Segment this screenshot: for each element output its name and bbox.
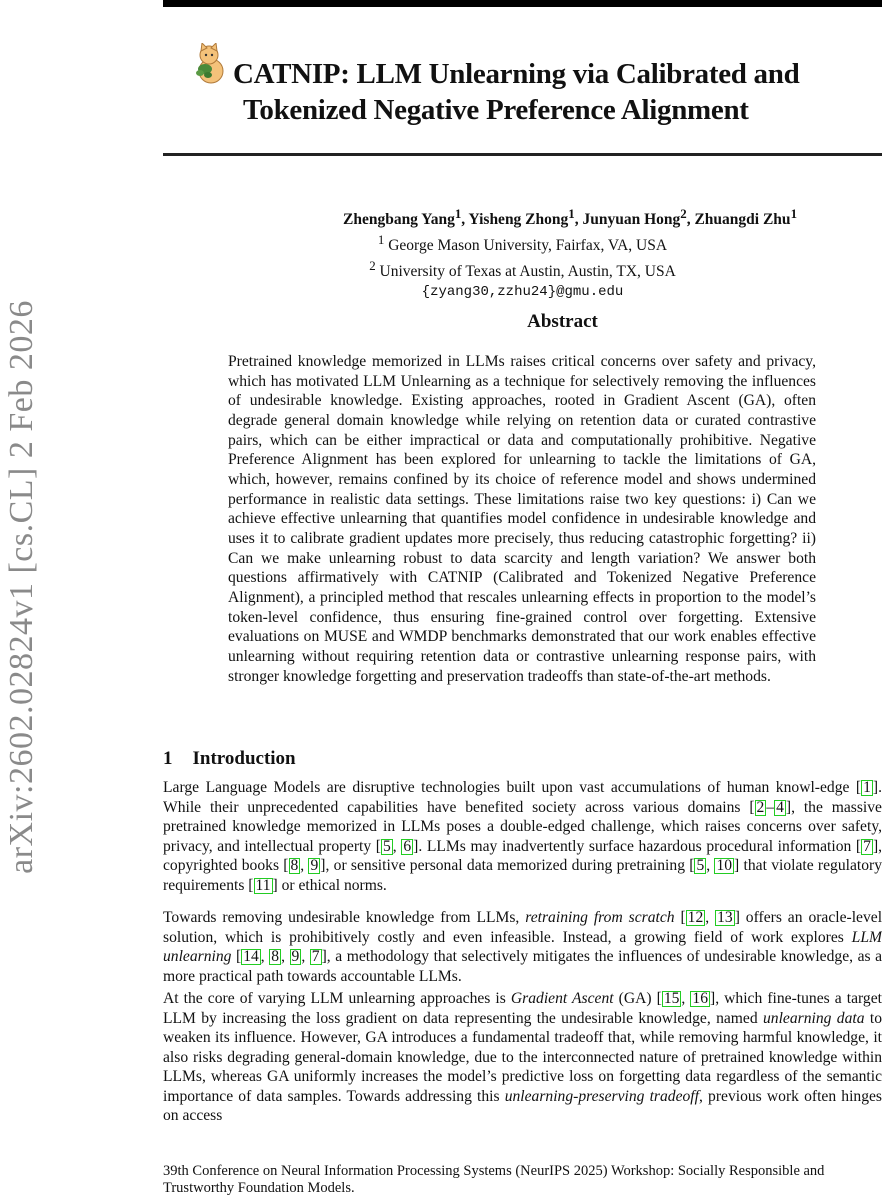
text: ]. LLMs may inadvertently surface hazardous procedural information [ <box>413 837 862 855</box>
text: ], the massive pretrained knowledge memorized in LLMs poses a double-edged challenge, which raises concerns over safety, privacy, and intellectual property [ <box>163 798 882 855</box>
title-line-2: Tokenized Negative Preference Alignment <box>243 94 749 126</box>
citation-link[interactable]: 4 <box>776 798 784 816</box>
text: ], or sensitive personal data memorized during pretraining [ <box>320 857 695 874</box>
affiliation-text: University of Texas at Austin, Austin, TX, USA <box>379 263 676 281</box>
section-heading-introduction <box>163 748 296 770</box>
author: Junyuan Hong <box>582 211 681 229</box>
text: [ <box>231 948 242 965</box>
affil-mark: 1 <box>568 206 575 221</box>
text: ], a methodology that selectively mitigates the influences of undesirable knowledge, as a more practical path towards accountable LLMs. <box>163 948 882 985</box>
author: Yisheng Zhong <box>468 211 569 229</box>
title-line-1-text: : LLM Unlearning via Calibrated and <box>340 58 800 90</box>
affil-mark: 1 <box>454 206 462 221</box>
affil-mark: 1 <box>377 232 385 248</box>
citation-link[interactable]: 8 <box>290 857 299 874</box>
title-line-1 <box>193 56 799 92</box>
text: ], copyrighted books [ <box>163 837 882 874</box>
author-names: Zhengbang Yang$^1$, Yisheng Zhong$^1$, Junyuan Hong$^2$, Zhuangdi Zhu$^1$ <box>342 206 798 229</box>
citation-link[interactable]: 5 <box>383 837 391 855</box>
emphasis: retraining from scratch <box>525 909 675 926</box>
arxiv-side-stamp <box>2 262 42 912</box>
text: ] that violate regulatory requirements [ <box>163 857 882 894</box>
abstract-text-part: (Calibrated and Tokenized Negative Preference Alignment), a principled method that rescales unlearning effects in proportion to the model’s token-level confidence, thus ensuring fine-grained control over forgetting. Extensive evaluations on MUSE and WMDP benchmarks demonstrated that our work enables effective unlearning without requiring retention data or contrastive unlearning response pairs, with stronger knowledge forgetting and preservation tradeoffs than state-of-the-art methods. <box>228 569 816 685</box>
citation-link[interactable]: 16 <box>692 990 708 1007</box>
intro-paragraph-3: At the core of varying LLM unlearning approaches is Gradient Ascent (GA) [ 15 , 16 ], which fine-tunes a target LLM by increasing the loss gradient on data representing the undesirable knowledge, named unlearning data to weaken its influence. However, GA introduces a fundamental tradeoff that, while removing harmful knowledge, it also risks degrading general-domain knowledge, due to the interconnected nature of pretrained knowledge within LLMs, whereas GA uniformly increases the model’s predictive loss on forgetting data regardless of the semantic importance of data samples. Towards addressing this unlearning-preserving tradeoff, previous work often hinges on access <box>163 990 882 1124</box>
affiliation <box>163 256 882 282</box>
affil-mark: 2 <box>680 206 687 221</box>
affiliation-text: George Mason University, Fairfax, VA, USA <box>388 237 668 255</box>
citation-link[interactable]: 9 <box>310 857 319 874</box>
citation-link[interactable]: 8 <box>271 948 280 965</box>
abstract-text-part: Pretrained knowledge memorized in LLMs raises critical concerns over safety and privacy, which has motivated LLM Unlearning as a technique for selectively removing the influences of undesirable knowledge. Existing approaches, rooted in Gradient Ascent (GA), often degrade general domain knowledge while relying on retention data or curated contrastive pairs, which can be either impractical or data and computationally prohibitive. Negative Preference Alignment has been explored for unlearning to tackle the limitations of GA, which, however, remains confined by its choice of reference model and shows undermined performance in realistic data settings. These limitations raise two key questions: i) Can we achieve effective unlearning that quantifies model confidence in undesirable knowledge and uses it to calibrate gradient updates more precisely, thus reducing catastrophic forgetting? ii) Can we make unlearning robust to data scarcity and length variation? We answer both questions affirmatively with <box>228 353 816 587</box>
intro-paragraph-1: Large Language Models are disruptive technologies built upon vast accumulations of human knowl-edge [ 1 ]. While their unprecedented capabilities have benefited society across various domains [ 2 – 4 ], the massive pretrained knowledge memorized in LLMs poses a double-edged challenge, which raises concerns over safety, privacy, and intellectual property [ 5 , 6 ]. LLMs may inadvertently surface hazardous procedural information [ 7 ], copyrighted books [ 8 , 9 ], or sensitive personal data memorized during pretraining [ 5 , 10 ] that violate regulatory requirements [ 11 ] or ethical norms. <box>163 779 882 894</box>
text: [ <box>674 909 686 926</box>
author: Zhengbang Yang <box>342 211 455 229</box>
citation-link[interactable]: 7 <box>311 948 320 965</box>
affil-mark: 2 <box>369 258 376 274</box>
affiliation <box>163 230 882 256</box>
citation-link[interactable]: 7 <box>863 837 871 855</box>
text: Large Language Models are disruptive technologies built upon vast accumulations of human knowl-edge [ <box>163 779 862 796</box>
text: ]. While their unprecedented capabilities have benefited society across various domains [ <box>163 779 882 816</box>
citation-link[interactable]: 15 <box>663 990 680 1007</box>
method-name: CATNIP <box>427 569 483 587</box>
emphasis: unlearning-preserving tradeoff <box>504 1087 699 1105</box>
intro-paragraph-2: Towards removing undesirable knowledge from LLMs, retraining from scratch [ 12 , 13 ] offers an oracle-level solution, which is prohibitively costly and even infeasible. Instead, a growing field of work explores LLM unlearning [ 14 , 8 , 9 , 7 ], a methodology that selectively mitigates the influences of undesirable knowledge, as a more practical path towards accountable LLMs. <box>163 909 882 985</box>
emphasis: unlearning data <box>763 1009 865 1027</box>
citation-link[interactable]: 11 <box>255 876 271 894</box>
text: (GA) [ <box>613 990 662 1007</box>
cat-holding-catnip-icon <box>193 43 229 85</box>
text: – <box>766 798 775 816</box>
section-title: Introduction <box>192 748 296 769</box>
text: ] offers an oracle-level solution, which is prohibitively costly and even infeasible. Instead, a growing field of work explores <box>163 909 882 946</box>
venue-footnote: 39th Conference on Neural Information Processing Systems (NeurIPS 2025) Workshop: Socially Responsible and Trustworthy Foundation Models. <box>163 1163 825 1196</box>
citation-link[interactable]: 2 <box>756 798 765 816</box>
text: ] or ethical norms. <box>272 876 387 894</box>
text: At the core of varying LLM unlearning approaches is <box>163 990 511 1007</box>
citation-link[interactable]: 5 <box>696 857 705 874</box>
author-block <box>163 204 882 302</box>
text: ], which fine-tunes a target LLM by increasing the loss gradient on data representing the undesirable knowledge, named <box>163 990 882 1027</box>
citation-link[interactable]: 13 <box>717 909 733 926</box>
citation-link[interactable]: 9 <box>291 948 300 965</box>
citation-link[interactable]: 12 <box>687 909 704 926</box>
abstract-text <box>228 352 816 686</box>
citation-link[interactable]: 10 <box>716 857 733 874</box>
title-bottom-rule <box>163 153 882 156</box>
abstract-heading: Abstract <box>527 311 598 332</box>
text: to weaken its influence. However, GA introduces a fundamental tradeoff that, while removing harmful knowledge, it also risks degrading general-domain knowledge, due to the interconnected nature of pretrained knowledge within LLMs, whereas GA uniformly increases the model’s predictive loss on forgetting data regardless of the semantic importance of data samples. Towards addressing this <box>163 1009 882 1105</box>
citation-link[interactable]: 6 <box>403 837 412 855</box>
author: Zhuangdi Zhu <box>694 211 791 229</box>
citation-link[interactable]: 1 <box>863 779 871 796</box>
emphasis: Gradient Ascent <box>510 990 614 1007</box>
author-email[interactable]: {zyang30,zzhu24}@gmu.edu <box>421 284 624 301</box>
text: Towards removing undesirable knowledge from LLMs, <box>163 909 526 926</box>
section-number: 1 <box>163 748 173 769</box>
top-rule <box>163 0 882 7</box>
emphasis: LLM unlearning <box>163 928 882 965</box>
text: , previous work often hinges on access <box>163 1087 882 1124</box>
affil-mark: 1 <box>790 206 798 221</box>
citation-link[interactable]: 14 <box>243 948 259 965</box>
method-name: CATNIP <box>233 58 341 90</box>
arxiv-identifier: arXiv:2602.02824v1 [cs.CL] 2 Feb 2026 <box>3 300 40 874</box>
